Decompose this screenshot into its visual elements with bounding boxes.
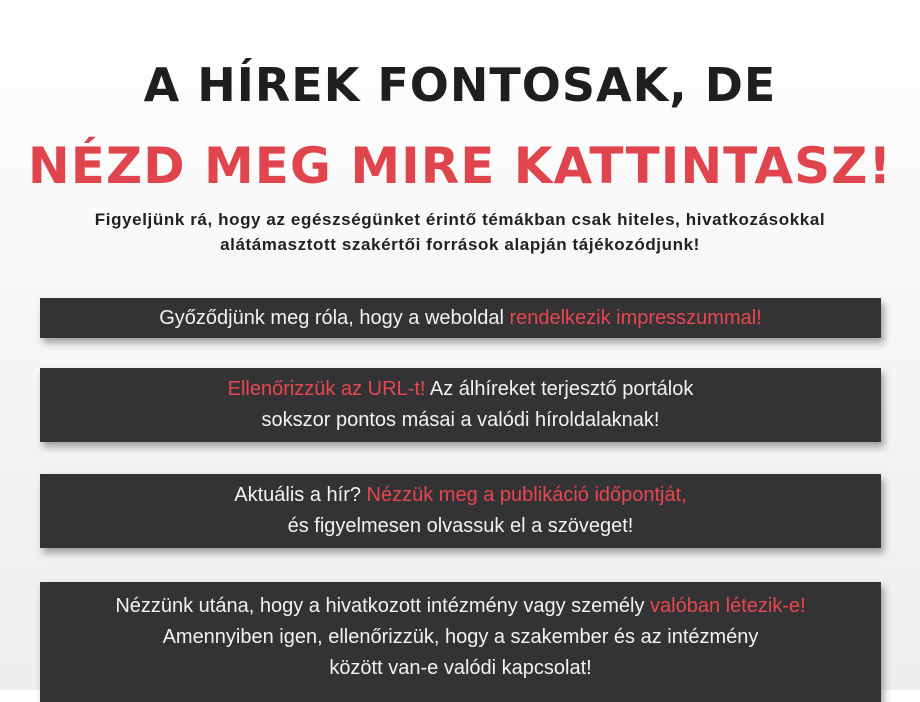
tip-box-impressum [40,298,881,338]
tip-4-line-3: között van-e valódi kapcsolat! [329,657,592,679]
tip-1-text: Győződjünk meg róla, hogy a weboldal [159,306,510,329]
subtitle [40,207,880,257]
subtitle-line-2: alátámasztott szakértői források alapján tájékozódjunk! [220,235,700,254]
tip-2-line-2: sokszor pontos másai a valódi híroldalaknak! [261,409,660,431]
headline-line-1: A HÍREK FONTOSAK, DE [143,58,777,112]
tip-4-text: Nézzünk utána, hogy a hivatkozott intézmény vagy személy [115,595,651,617]
tip-4-content [40,582,881,684]
tip-4-line-2: Amennyiben igen, ellenőrizzük, hogy a szakember és az intézmény [162,626,759,648]
tip-box-url [40,368,881,442]
tip-1-line-1 [40,303,881,334]
tip-3-highlight: Nézzük meg a publikáció időpontját, [366,484,687,506]
tip-4-line-1 [40,591,881,622]
tip-4-highlight: valóban létezik-e! [650,595,806,617]
tip-3-line-2: és figyelmesen olvassuk el a szöveget! [287,515,634,537]
tip-2-text: Az álhíreket terjesztő portálok [425,378,694,400]
headline-line-2: NÉZD MEG MIRE KATTINTASZ! [27,137,893,195]
tip-2-line-1 [40,374,881,405]
tip-1-highlight: rendelkezik impresszummal! [509,306,762,329]
tip-box-institution [40,582,881,702]
tip-2-highlight: Ellenőrizzük az URL-t! [227,378,426,400]
tip-3-line-1 [40,480,881,511]
subtitle-line-1: Figyeljünk rá, hogy az egészségünket érintő témákban csak hiteles, hivatkozásokkal [94,210,826,229]
tip-3-text: Aktuális a hír? [234,484,367,506]
tip-box-date [40,474,881,548]
